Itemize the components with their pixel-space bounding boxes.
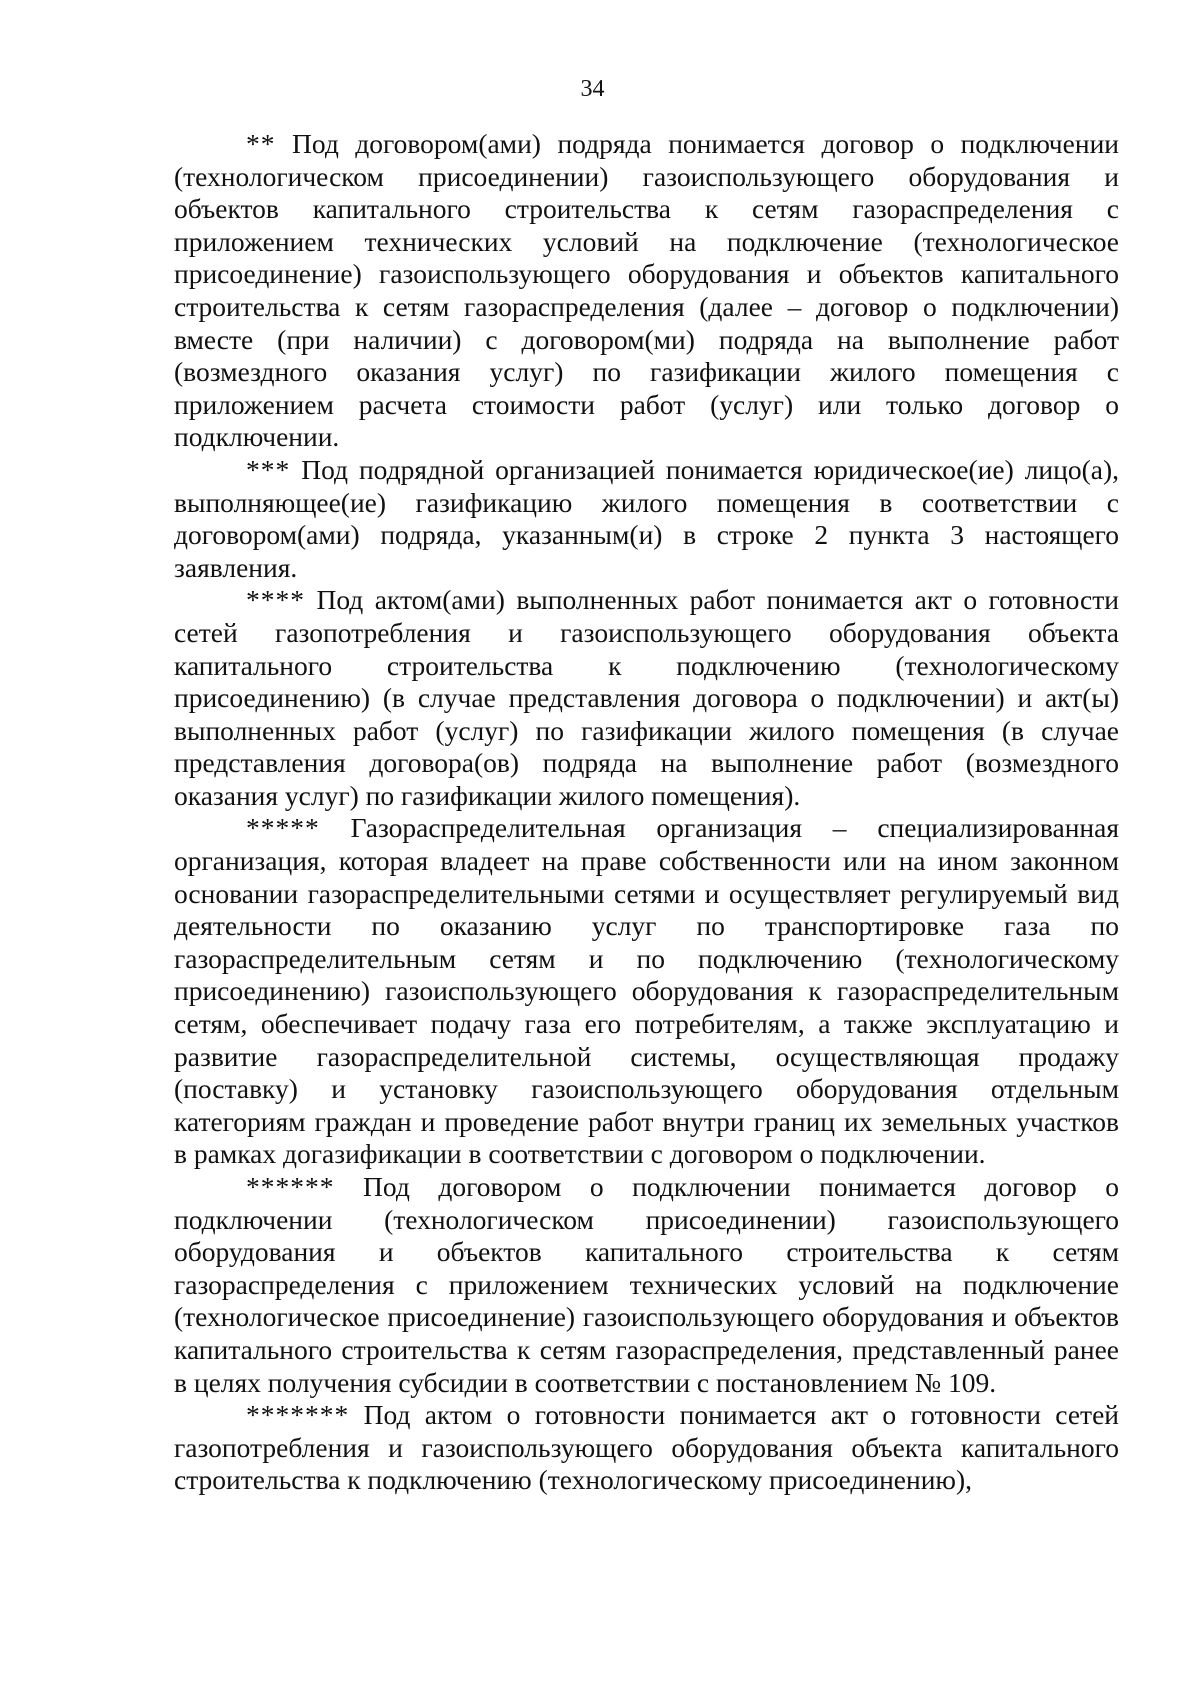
footnote-text: Под договором о подключении понимается договор о подключении (технологическом присоединении) газоиспользующего оборудования и объектов капитального строительства к сетям газораспределения с приложением технических условий на подключение (технологическое присоединение) газоиспользующего оборудования и объектов капитального строительства к сетям газораспределения, представленный ранее в целях получения субсидии в соответствии с постановлением № 109.	[174, 1171, 1120, 1398]
page-number: 34	[580, 76, 605, 102]
footnote-acts	[174, 584, 1119, 812]
footnote-text: Под актом о готовности понимается акт о готовности сетей газопотребления и газоиспользующего оборудования объекта капитального строительства к подключению (технологическому присоединению),	[174, 1399, 1119, 1496]
footnote-marker: *******	[246, 1399, 350, 1431]
footnote-marker: *****	[246, 812, 320, 844]
footnote-text: Под актом(ами) выполненных работ понимается акт о готовности сетей газопотребления и газоиспользующего оборудования объекта капитального строительства к подключению (технологическому присоединению) (в случае представления договора о подключении) и акт(ы) выполненных работ (услуг) по газификации жилого помещения (в случае представления договора(ов) подряда на выполнение работ (возмездного оказания услуг) по газификации жилого помещения).	[174, 584, 1119, 811]
footnote-marker: **	[246, 128, 276, 159]
footnote-contractor	[174, 454, 1119, 584]
footnote-text: Под договором(ами) подряда понимается договор о подключении (технологическом присоединении) газоиспользующего оборудования и объектов капитального строительства к сетям газораспределения с приложением технических условий на подключение (технологическое присоединение) газоиспользующего оборудования и объектов капитального строительства к сетям газораспределения (далее – договор о подключении) вместе (при наличии) с договором(ми) подряда на выполнение работ (возмездного оказания услуг) по газификации жилого помещения с приложением расчета стоимости работ (услуг) или только договор о подключении.	[174, 128, 1119, 453]
footnote-gas-distribution-org	[174, 812, 1119, 1171]
footnote-readiness-act	[174, 1399, 1119, 1497]
footnote-marker: ******	[246, 1171, 335, 1202]
footnotes-body	[174, 128, 1119, 1497]
footnote-marker: ****	[246, 584, 305, 616]
footnote-marker: ***	[246, 453, 291, 485]
footnote-contract	[174, 128, 1119, 454]
footnote-connection-contract	[174, 1171, 1119, 1399]
footnote-text: Газораспределительная организация – специализированная организация, которая владеет на праве собственности или на ином законном основании газораспределительными сетями и осуществляет регулируемый вид деятельности по оказанию услуг по транспортировке газа по газораспределительным сетям и по подключению (технологическому присоединению) газоиспользующего оборудования к газораспределительным сетям, обеспечивает подачу газа его потребителям, а также эксплуатацию и развитие газораспределительной системы, осуществляющая продажу (поставку) и установку газоиспользующего оборудования отдельным категориям граждан и проведение работ внутри границ их земельных участков в рамках догазификации в соответствии с договором о подключении.	[174, 812, 1119, 1170]
footnote-text: Под подрядной организацией понимается юридическое(ие) лицо(а), выполняющее(ие) газификацию жилого помещения в соответствии с договором(ами) подряда, указанным(и) в строке 2 пункта 3 настоящего заявления.	[174, 453, 1120, 583]
